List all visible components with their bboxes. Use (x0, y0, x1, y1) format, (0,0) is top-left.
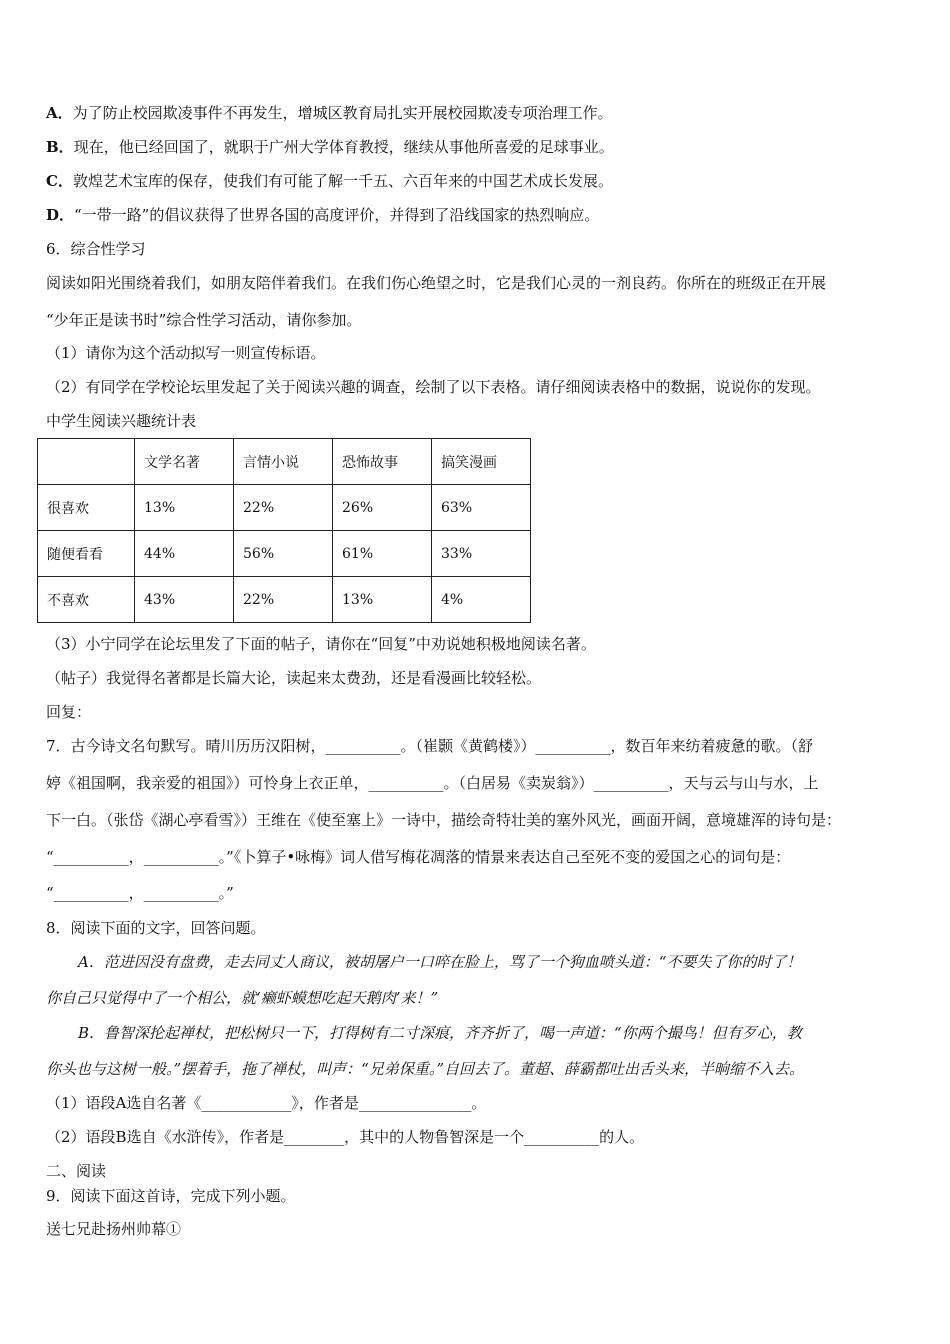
table-cell: 43% (135, 577, 234, 623)
table-header-cell (38, 439, 135, 485)
table-cell: 22% (234, 577, 333, 623)
q8-passage-a-line2: 你自己只觉得中了一个相公，就‘癞虾蟆想吃起天鹅肉’来！” (46, 989, 439, 1007)
row-label: 不喜欢 (38, 577, 135, 623)
table-row (38, 577, 531, 623)
table-cell: 56% (234, 531, 333, 577)
q6-title: 6．综合性学习 (46, 240, 146, 258)
table-cell: 13% (333, 577, 432, 623)
table-row (38, 485, 531, 531)
q7-line4: “__________，__________。”《卜算子•咏梅》词人借写梅花凋落的情景来表达自己至死不变的爱国之心的词句是： (46, 848, 791, 866)
q7-line1: 7．古今诗文名句默写。晴川历历汉阳树，__________。（崔颢《黄鹤楼》）__________，数百年来纺着疲惫的歌。（舒 (46, 737, 814, 755)
option-text: 敦煌艺术宝库的保存，使我们有可能了解一千五、六百年来的中国艺术成长发展。 (72, 172, 613, 190)
row-label: 随便看看 (38, 531, 135, 577)
q6-intro-line1: 阅读如阳光围绕着我们，如朋友陪伴着我们。在我们伤心绝望之时，它是我们心灵的一剂良药。你所在的班级正在开展 (46, 274, 827, 292)
table-header-row (38, 439, 531, 485)
row-label: 很喜欢 (38, 485, 135, 531)
reading-interest-table (37, 438, 531, 623)
option-text: 现在，他已经回国了，就职于广州大学体育教授，继续从事他所喜爱的足球事业。 (73, 138, 614, 156)
table-cell: 61% (333, 531, 432, 577)
table-cell: 44% (135, 531, 234, 577)
q5-option-b (46, 137, 614, 157)
q8-sub2: （2）语段B选自《水浒传》，作者是________，其中的人物鲁智深是一个__________的人。 (46, 1128, 645, 1146)
table-cell: 13% (135, 485, 234, 531)
q6-intro-line2: “少年正是读书时”综合性学习活动，请你参加。 (46, 311, 362, 329)
option-letter: D． (46, 206, 75, 224)
q8-passage-a-line1: A．范进因没有盘费，走去同丈人商议，被胡屠户一口啐在脸上，骂了一个狗血喷头道：“不要失了你的时了！ (78, 953, 802, 971)
q7-line5: “__________，__________。” (46, 884, 234, 902)
q6-sub3: （3）小宁同学在论坛里发了下面的帖子，请你在“回复”中劝说她积极地阅读名著。 (46, 635, 596, 653)
q9-title: 9．阅读下面这首诗，完成下列小题。 (46, 1187, 296, 1205)
table-title: 中学生阅读兴趣统计表 (46, 412, 197, 430)
option-letter: B． (46, 138, 74, 156)
q5-option-c (46, 171, 613, 191)
q8-passage-b-line1: B．鲁智深抡起禅杖，把松树只一下，打得树有二寸深痕，齐齐折了，喝一声道：“你两个撮鸟！但有歹心，教 (78, 1024, 802, 1042)
q8-sub1: （1）语段A选自名著《____________》，作者是_______________。 (46, 1094, 487, 1112)
table-header-cell: 言情小说 (234, 439, 333, 485)
table-header-cell: 搞笑漫画 (432, 439, 531, 485)
table-header-cell: 恐怖故事 (333, 439, 432, 485)
q5-option-d (46, 205, 599, 225)
table-cell: 4% (432, 577, 531, 623)
table-cell: 33% (432, 531, 531, 577)
option-letter: A． (46, 104, 73, 122)
q6-post: （帖子）我觉得名著都是长篇大论，读起来太费劲，还是看漫画比较轻松。 (46, 669, 542, 687)
table-cell: 22% (234, 485, 333, 531)
option-text: “一带一路”的倡议获得了世界各国的高度评价，并得到了沿线国家的热烈响应。 (74, 206, 600, 224)
q6-sub2: （2）有同学在学校论坛里发起了关于阅读兴趣的调查，绘制了以下表格。请仔细阅读表格中的数据，说说你的发现。 (46, 378, 821, 396)
q8-passage-b-line2: 你头也与这树一般。”摆着手，拖了禅杖，叫声：“兄弟保重。”自回去了。董超、薛霸都吐出舌头来，半晌缩不入去。 (46, 1060, 805, 1078)
q6-reply: 回复： (46, 703, 92, 721)
option-text: 为了防止校园欺凌事件不再发生，增城区教育局扎实开展校园欺凌专项治理工作。 (72, 104, 613, 122)
q8-title: 8．阅读下面的文字，回答问题。 (46, 919, 266, 937)
q7-line2: 婷《祖国啊，我亲爱的祖国》）可怜身上衣正单，__________。（白居易《卖炭翁》）__________，天与云与山与水，上 (46, 774, 819, 792)
section-heading: 二、阅读 (46, 1162, 107, 1180)
table-cell: 26% (333, 485, 432, 531)
q7-line3: 下一白。（张岱《湖心亭看雪》）王维在《使至塞上》一诗中，描绘奇特壮美的塞外风光，画面开阔，意境雄浑的诗句是： (46, 811, 842, 829)
table-row (38, 531, 531, 577)
table-cell: 63% (432, 485, 531, 531)
q6-sub1: （1）请你为这个活动拟写一则宣传标语。 (46, 344, 326, 362)
poem-title: 送七兄赴扬州帅幕① (46, 1220, 182, 1238)
table-header-cell: 文学名著 (135, 439, 234, 485)
q5-option-a (46, 103, 613, 123)
option-letter: C． (46, 172, 73, 190)
